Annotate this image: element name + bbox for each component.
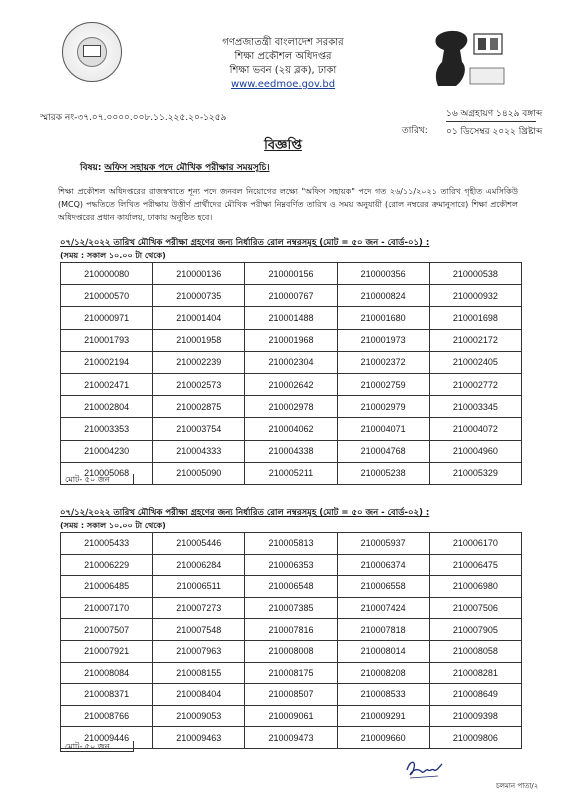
roll-number-cell: 210007424: [337, 597, 429, 619]
roll-number-cell: 210009053: [153, 705, 245, 727]
roll-number-cell: 210008084: [61, 662, 153, 684]
roll-number-cell: 210008507: [245, 684, 337, 706]
roll-number-cell: 210005211: [245, 462, 337, 484]
roll-number-cell: 210002573: [153, 373, 245, 395]
roll-number-cell: 210006284: [153, 554, 245, 576]
roll-number-cell: 210009061: [245, 705, 337, 727]
roll-number-cell: 210001973: [337, 329, 429, 351]
mujib-centenary-emblem: [430, 28, 508, 90]
header-address: শিক্ষা ভবন (২য় ব্লক), ঢাকা: [229, 65, 337, 76]
board-1-total: মোট- ৫০ জন: [60, 474, 134, 485]
roll-number-cell: 210004333: [153, 440, 245, 462]
header-website-link[interactable]: www.eedmoe.gov.bd: [230, 79, 336, 90]
table-row: [61, 396, 522, 418]
roll-number-cell: 210007507: [61, 619, 153, 641]
subject-text: অফিস সহায়ক পদে মৌখিক পরীক্ষার সময়সূচি।: [104, 163, 270, 173]
roll-number-cell: 210008766: [61, 705, 153, 727]
roll-number-cell: 210002172: [429, 329, 521, 351]
board-2-time: (সময় : সকাল ১০.০০ টা থেকে): [60, 521, 166, 530]
roll-number-cell: 210000932: [429, 285, 521, 307]
roll-number-cell: 210000156: [245, 263, 337, 285]
roll-number-cell: 210008371: [61, 684, 153, 706]
roll-number-cell: 210005329: [429, 462, 521, 484]
roll-number-cell: 210006548: [245, 576, 337, 598]
board-2-roll-table: [60, 532, 522, 749]
date-divider: [446, 121, 536, 122]
memo-reference: স্মারক নং-৩৭.০৭.০০০০.০০৮.১১.২২৫.২০-১২৫৯: [40, 113, 227, 123]
continued-page-note: চলমান পাতা/২: [496, 782, 539, 790]
table-row: [61, 263, 522, 285]
roll-number-cell: 210000136: [153, 263, 245, 285]
roll-number-cell: 210006558: [337, 576, 429, 598]
table-row: [61, 418, 522, 440]
notice-body: শিক্ষা প্রকৌশল অধিদপ্তরের রাজস্বখাতে শূন্য পদে জনবল নিয়োগের লক্ষ্যে "অফিস সহায়ক" পদে গত ২৬/১১/২০২১ তারিখ গৃহীত এমসিকিউ (MCQ) পদ্ধতিতে লিখিত পরীক্ষায় উত্তীর্ণ প্রার্থীদের মৌখিক পরীক্ষা নিম্নবর্ণিত তারিখ ও সময় অনুযায়ী (রোল নম্বরের ক্রমানুসারে) শিক্ষা প্রকৌশল অধিদপ্তরের প্রধান কার্যালয়, ঢাকায় অনুষ্ঠিত হবে।: [58, 187, 518, 222]
roll-number-cell: 210000538: [429, 263, 521, 285]
roll-number-cell: 210005937: [337, 533, 429, 555]
roll-number-cell: 210002405: [429, 351, 521, 373]
roll-number-cell: 210003353: [61, 418, 153, 440]
table-row: [61, 684, 522, 706]
roll-number-cell: 210002759: [337, 373, 429, 395]
roll-number-cell: 210007273: [153, 597, 245, 619]
roll-number-cell: 210007963: [153, 640, 245, 662]
roll-number-cell: 210002979: [337, 396, 429, 418]
roll-number-cell: 210009291: [337, 705, 429, 727]
roll-number-cell: 210005813: [245, 533, 337, 555]
roll-number-cell: 210002772: [429, 373, 521, 395]
roll-number-cell: 210001968: [245, 329, 337, 351]
table-row: [61, 285, 522, 307]
roll-number-cell: 210004768: [337, 440, 429, 462]
board-1-roll-table: [60, 262, 522, 485]
roll-number-cell: 210000570: [61, 285, 153, 307]
roll-number-cell: 210007816: [245, 619, 337, 641]
subject-line: [80, 160, 270, 175]
roll-number-cell: 210009473: [245, 727, 337, 749]
roll-number-cell: 210006170: [429, 533, 521, 555]
roll-number-cell: 210006475: [429, 554, 521, 576]
roll-number-cell: 210007818: [337, 619, 429, 641]
board-1-heading: ০৭/১২/২০২২ তারিখ মৌখিক পরীক্ষা গ্রহণের জন্য নির্ধারিত রোল নম্বরসমূহ (মোট = ৫০ জন - বোর্ড-০১) :: [60, 238, 430, 248]
roll-number-cell: 210009446: [61, 727, 153, 749]
roll-number-cell: 210006511: [153, 576, 245, 598]
table-row: [61, 576, 522, 598]
roll-number-cell: 210007385: [245, 597, 337, 619]
header-govt: গণপ্রজাতন্ত্রী বাংলাদেশ সরকার: [222, 37, 344, 48]
roll-number-cell: 210004071: [337, 418, 429, 440]
table-row: [61, 640, 522, 662]
roll-number-cell: 210004338: [245, 440, 337, 462]
roll-number-cell: 210006374: [337, 554, 429, 576]
roll-number-cell: 210006353: [245, 554, 337, 576]
table-row: [61, 373, 522, 395]
signature: [404, 756, 444, 782]
roll-number-cell: 210007170: [61, 597, 153, 619]
roll-number-cell: 210003754: [153, 418, 245, 440]
table-row: [61, 329, 522, 351]
board-2-total: মোট- ৫০ জন: [60, 741, 134, 752]
notice-title: বিজ্ঞপ্তি: [264, 138, 302, 153]
roll-number-cell: 210007506: [429, 597, 521, 619]
table-row: [61, 307, 522, 329]
roll-number-cell: 210005090: [153, 462, 245, 484]
roll-number-cell: 210008058: [429, 640, 521, 662]
roll-number-cell: 210000824: [337, 285, 429, 307]
roll-number-cell: 210007905: [429, 619, 521, 641]
roll-number-cell: 210008014: [337, 640, 429, 662]
roll-number-cell: 210000735: [153, 285, 245, 307]
roll-number-cell: 210007921: [61, 640, 153, 662]
roll-number-cell: 210009660: [337, 727, 429, 749]
roll-number-cell: 210000971: [61, 307, 153, 329]
date-english: ০১ ডিসেম্বর ২০২২ খ্রিষ্টাব্দ: [446, 127, 543, 137]
roll-number-cell: 210002471: [61, 373, 153, 395]
roll-number-cell: 210005433: [61, 533, 153, 555]
roll-number-cell: 210008649: [429, 684, 521, 706]
table-row: [61, 662, 522, 684]
roll-number-cell: 210005068: [61, 462, 153, 484]
roll-number-cell: 210000080: [61, 263, 153, 285]
roll-number-cell: 210008008: [245, 640, 337, 662]
roll-number-cell: 210006485: [61, 576, 153, 598]
roll-number-cell: 210001698: [429, 307, 521, 329]
roll-number-cell: 210008404: [153, 684, 245, 706]
roll-number-cell: 210008533: [337, 684, 429, 706]
roll-number-cell: 210002978: [245, 396, 337, 418]
roll-number-cell: 210007548: [153, 619, 245, 641]
roll-number-cell: 210002804: [61, 396, 153, 418]
roll-number-cell: 210008208: [337, 662, 429, 684]
roll-number-cell: 210008155: [153, 662, 245, 684]
roll-number-cell: 210002642: [245, 373, 337, 395]
roll-number-cell: 210004072: [429, 418, 521, 440]
roll-number-cell: 210003345: [429, 396, 521, 418]
table-row: [61, 597, 522, 619]
header-dept: শিক্ষা প্রকৌশল অধিদপ্তর: [234, 51, 332, 62]
table-row: [61, 705, 522, 727]
roll-number-cell: 210005446: [153, 533, 245, 555]
roll-number-cell: 210009463: [153, 727, 245, 749]
roll-number-cell: 210006980: [429, 576, 521, 598]
table-row: [61, 533, 522, 555]
roll-number-cell: 210008175: [245, 662, 337, 684]
roll-number-cell: 210002239: [153, 351, 245, 373]
roll-number-cell: 210004062: [245, 418, 337, 440]
roll-number-cell: 210001488: [245, 307, 337, 329]
table-row: [61, 351, 522, 373]
date-bangla: ১৬ অগ্রহায়ণ ১৪২৯ বঙ্গাব্দ: [446, 109, 543, 119]
board-1-time: (সময় : সকাল ১০.০০ টা থেকে): [60, 251, 166, 260]
roll-number-cell: 210002194: [61, 351, 153, 373]
date-label: তারিখ:: [402, 126, 428, 136]
roll-number-cell: 210001793: [61, 329, 153, 351]
roll-number-cell: 210000356: [337, 263, 429, 285]
roll-number-cell: 210009806: [429, 727, 521, 749]
roll-number-cell: 210006229: [61, 554, 153, 576]
roll-number-cell: 210005238: [337, 462, 429, 484]
table-row: [61, 440, 522, 462]
roll-number-cell: 210000767: [245, 285, 337, 307]
department-seal-logo: [62, 22, 122, 82]
roll-number-cell: 210002372: [337, 351, 429, 373]
roll-number-cell: 210004960: [429, 440, 521, 462]
roll-number-cell: 210002875: [153, 396, 245, 418]
roll-number-cell: 210001680: [337, 307, 429, 329]
roll-number-cell: 210002304: [245, 351, 337, 373]
roll-number-cell: 210004230: [61, 440, 153, 462]
table-row: [61, 619, 522, 641]
roll-number-cell: 210001404: [153, 307, 245, 329]
table-row: [61, 554, 522, 576]
subject-label: বিষয়:: [80, 163, 102, 173]
board-2-heading: ০৭/১২/২০২২ তারিখ মৌখিক পরীক্ষা গ্রহণের জন্য নির্ধারিত রোল নম্বরসমূহ (মোট = ৫০ জন - বোর্ড-০২) :: [60, 508, 430, 518]
roll-number-cell: 210009398: [429, 705, 521, 727]
roll-number-cell: 210008281: [429, 662, 521, 684]
roll-number-cell: 210001958: [153, 329, 245, 351]
